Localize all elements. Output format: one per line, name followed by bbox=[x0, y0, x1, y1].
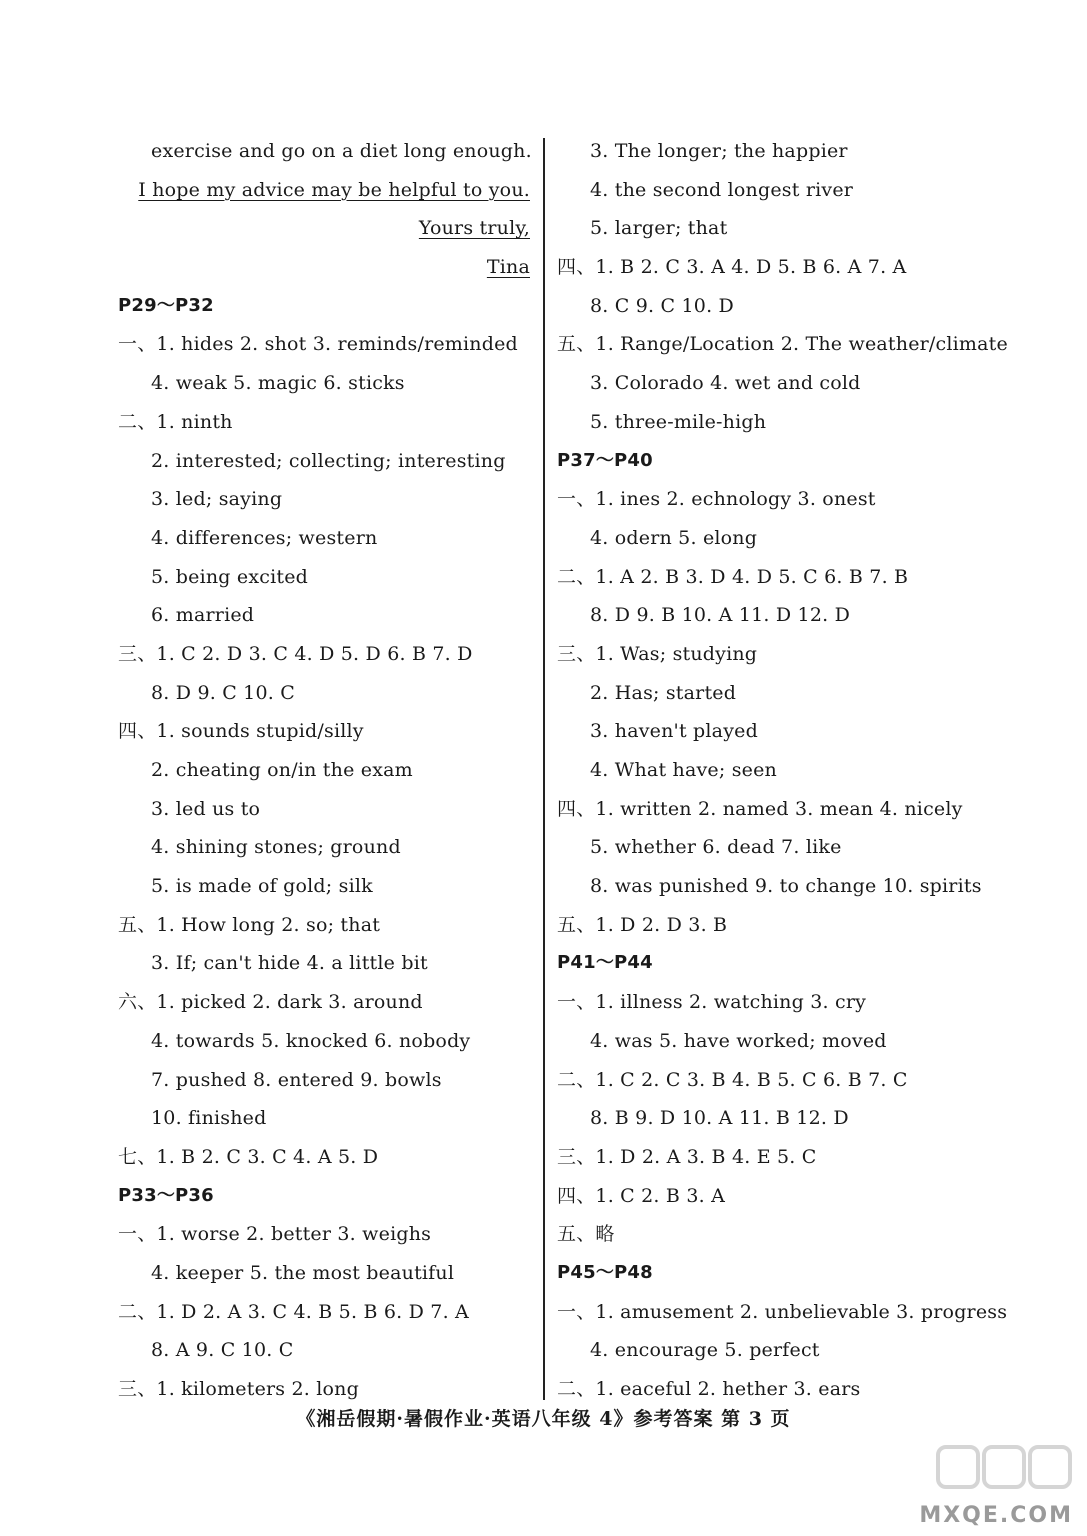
answer-line: 10. finished bbox=[151, 1107, 267, 1130]
answer-line: 4. the second longest river bbox=[590, 178, 854, 201]
answer-line: 四、1. B 2. C 3. A 4. D 5. B 6. A 7. A bbox=[557, 256, 907, 279]
answer-line: 3. led us to bbox=[151, 797, 261, 820]
answer-line: 8. B 9. D 10. A 11. B 12. D bbox=[590, 1107, 849, 1130]
answer-line: 4. shining stones; ground bbox=[151, 836, 401, 859]
answer-line: 4. was 5. have worked; moved bbox=[590, 1029, 887, 1052]
answer-line: 一、1. amusement 2. unbelievable 3. progress bbox=[557, 1300, 1008, 1323]
answer-line: 2. Has; started bbox=[590, 681, 737, 704]
column-divider bbox=[543, 138, 545, 1400]
section-heading: P29～P32 bbox=[118, 294, 214, 316]
answer-line bbox=[118, 171, 530, 210]
answer-line: 7. pushed 8. entered 9. bowls bbox=[151, 1068, 442, 1091]
answer-line: 4. What have; seen bbox=[590, 759, 777, 781]
answer-line: 4. towards 5. knocked 6. nobody bbox=[151, 1029, 471, 1052]
answer-line: 4. odern 5. elong bbox=[590, 526, 758, 549]
answer-line: 3. haven't played bbox=[590, 720, 758, 743]
answer-line: 5. is made of gold; silk bbox=[151, 875, 373, 898]
answer-line: 5. whether 6. dead 7. like bbox=[590, 836, 842, 859]
answer-line: 六、1. picked 2. dark 3. around bbox=[118, 991, 423, 1014]
section-heading: P37～P40 bbox=[557, 449, 653, 471]
answer-line: 二、1. ninth bbox=[118, 410, 233, 433]
answer-line: 七、1. B 2. C 3. C 4. A 5. D bbox=[118, 1145, 379, 1168]
answer-line: 五、1. Range/Location 2. The weather/climate bbox=[557, 333, 1008, 356]
underlined-text: Yours truly, bbox=[418, 217, 530, 240]
section-heading: P41～P44 bbox=[557, 952, 653, 974]
answer-line: 5. being excited bbox=[151, 565, 309, 588]
answer-line: 3. Colorado 4. wet and cold bbox=[590, 372, 861, 395]
underlined-text: I hope my advice may be helpful to you. bbox=[138, 178, 530, 201]
answer-line: 4. differences; western bbox=[151, 526, 378, 549]
answer-line: 一、1. ines 2. echnology 3. onest bbox=[557, 488, 876, 511]
answer-line: 5. three-mile-high bbox=[590, 410, 767, 433]
answer-line: 五、1. D 2. D 3. B bbox=[557, 913, 728, 936]
watermark-text: MXQE.COM bbox=[919, 1503, 1073, 1528]
answer-line: 6. married bbox=[151, 604, 255, 627]
answer-line: 4. weak 5. magic 6. sticks bbox=[151, 372, 405, 395]
answer-line: 五、1. How long 2. so; that bbox=[118, 913, 381, 936]
answer-line: 五、略 bbox=[557, 1223, 615, 1246]
section-heading: P33～P36 bbox=[118, 1184, 214, 1206]
answer-line: 二、1. D 2. A 3. C 4. B 5. B 6. D 7. A bbox=[118, 1300, 469, 1323]
section-heading: P45～P48 bbox=[557, 1261, 653, 1283]
answer-line: 二、1. A 2. B 3. D 4. D 5. C 6. B 7. B bbox=[557, 565, 909, 588]
answer-line: 2. interested; collecting; interesting bbox=[151, 449, 506, 472]
answer-line: 三、1. Was; studying bbox=[557, 642, 758, 665]
answer-line: exercise and go on a diet long enough. bbox=[151, 140, 532, 162]
left-answer-column bbox=[118, 132, 530, 1409]
answer-line bbox=[118, 248, 530, 287]
answer-line: 四、1. C 2. B 3. A bbox=[557, 1184, 726, 1207]
underlined-text: Tina bbox=[486, 256, 530, 279]
answer-line: 3. led; saying bbox=[151, 488, 283, 511]
answer-line: 5. larger; that bbox=[590, 217, 728, 240]
answer-line bbox=[118, 209, 530, 248]
right-answer-column bbox=[557, 132, 1008, 1409]
answer-line: 一、1. hides 2. shot 3. reminds/reminded bbox=[118, 333, 518, 356]
answer-line: 三、1. C 2. D 3. C 4. D 5. D 6. B 7. D bbox=[118, 642, 473, 665]
answer-line: 二、1. eaceful 2. hether 3. ears bbox=[557, 1378, 861, 1400]
answer-line: 4. keeper 5. the most beautiful bbox=[151, 1261, 455, 1284]
answer-line: 四、1. sounds stupid/silly bbox=[118, 720, 364, 743]
answer-line: 三、1. D 2. A 3. B 4. E 5. C bbox=[557, 1145, 817, 1168]
answer-line: 三、1. kilometers 2. long bbox=[118, 1378, 359, 1400]
answer-line: 2. cheating on/in the exam bbox=[151, 759, 413, 781]
answer-line: 四、1. written 2. named 3. mean 4. nicely bbox=[557, 797, 963, 820]
answer-line: 3. The longer; the happier bbox=[590, 140, 848, 162]
answer-line: 二、1. C 2. C 3. B 4. B 5. C 6. B 7. C bbox=[557, 1068, 908, 1091]
answer-line: 8. A 9. C 10. C bbox=[151, 1339, 294, 1362]
answer-line: 4. encourage 5. perfect bbox=[590, 1339, 820, 1362]
answer-line: 8. D 9. C 10. C bbox=[151, 681, 295, 704]
page-footer: 《湘岳假期·暑假作业·英语八年级 4》参考答案 第 3 页 bbox=[296, 1408, 791, 1430]
answer-line: 一、1. illness 2. watching 3. cry bbox=[557, 991, 867, 1014]
answer-line: 8. was punished 9. to change 10. spirits bbox=[590, 875, 982, 898]
answer-line: 一、1. worse 2. better 3. weighs bbox=[118, 1223, 432, 1246]
answer-line: 8. D 9. B 10. A 11. D 12. D bbox=[590, 604, 851, 627]
answer-line: 3. If; can't hide 4. a little bit bbox=[151, 952, 428, 975]
answer-line: 8. C 9. C 10. D bbox=[590, 294, 734, 317]
